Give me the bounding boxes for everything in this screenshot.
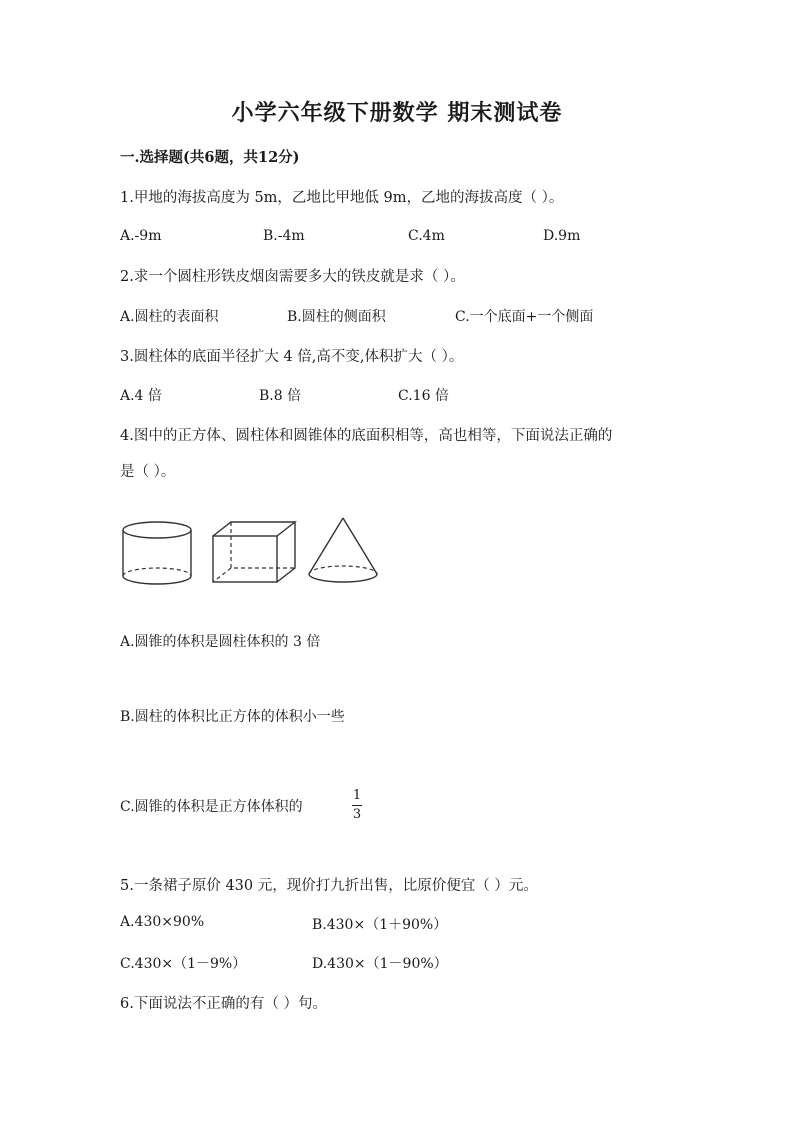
section-heading: 一.选择题(共6题，共12分) bbox=[120, 149, 300, 166]
cylinder-shape bbox=[123, 522, 191, 584]
fraction-bar bbox=[352, 805, 362, 806]
question-2-option-c: C.一个底面+一个侧面 bbox=[455, 309, 594, 325]
question-5-text: 5.一条裙子原价 430 元，现价打九折出售，比原价便宜（ ）元。 bbox=[120, 878, 538, 894]
question-6-text: 6.下面说法不正确的有（ ）句。 bbox=[120, 996, 327, 1012]
fraction-one-third bbox=[352, 789, 362, 823]
question-2-option-a: A.圆柱的表面积 bbox=[120, 309, 219, 325]
question-5-option-d: D.430×（1－90%） bbox=[312, 956, 448, 972]
question-4-text-line2: 是（ ）。 bbox=[120, 464, 176, 480]
page-title: 小学六年级下册数学 期末测试卷 bbox=[231, 100, 563, 126]
question-2-text: 2.求一个圆柱形铁皮烟囱需要多大的铁皮就是求（ ）。 bbox=[120, 269, 465, 285]
cube-shape bbox=[213, 522, 295, 582]
cone-shape bbox=[309, 518, 377, 582]
question-3-option-a: A.4 倍 bbox=[120, 388, 162, 404]
question-5-option-b: B.430×（1＋90%） bbox=[312, 917, 448, 933]
question-1-option-d: D.9m bbox=[543, 228, 581, 244]
question-1-option-a: A.-9m bbox=[120, 228, 162, 244]
geometry-figure bbox=[115, 510, 385, 594]
question-5-option-c: C.430×（1－9%） bbox=[120, 956, 247, 972]
question-4-text-line1: 4.图中的正方体、圆柱体和圆锥体的底面积相等，高也相等，下面说法正确的 bbox=[120, 428, 613, 444]
question-1-option-b: B.-4m bbox=[263, 228, 305, 244]
question-4-option-c: C.圆锥的体积是正方体体积的 bbox=[120, 799, 303, 815]
question-3-option-b: B.8 倍 bbox=[259, 388, 302, 404]
question-4-option-b: B.圆柱的体积比正方体的体积小一些 bbox=[120, 709, 345, 725]
fraction-numerator: 1 bbox=[352, 788, 362, 803]
question-5-option-a: A.430×90% bbox=[120, 914, 205, 930]
question-2-option-b: B.圆柱的侧面积 bbox=[287, 309, 386, 325]
question-3-text: 3.圆柱体的底面半径扩大 4 倍,高不变,体积扩大（ ）。 bbox=[120, 349, 464, 365]
question-3-option-c: C.16 倍 bbox=[398, 388, 449, 404]
fraction-denominator: 3 bbox=[352, 807, 362, 823]
question-1-option-c: C.4m bbox=[408, 228, 445, 244]
question-1-text: 1.甲地的海拔高度为 5m，乙地比甲地低 9m，乙地的海拔高度（ ）。 bbox=[120, 190, 564, 206]
question-4-option-a: A.圆锥的体积是圆柱体积的 3 倍 bbox=[120, 634, 321, 650]
